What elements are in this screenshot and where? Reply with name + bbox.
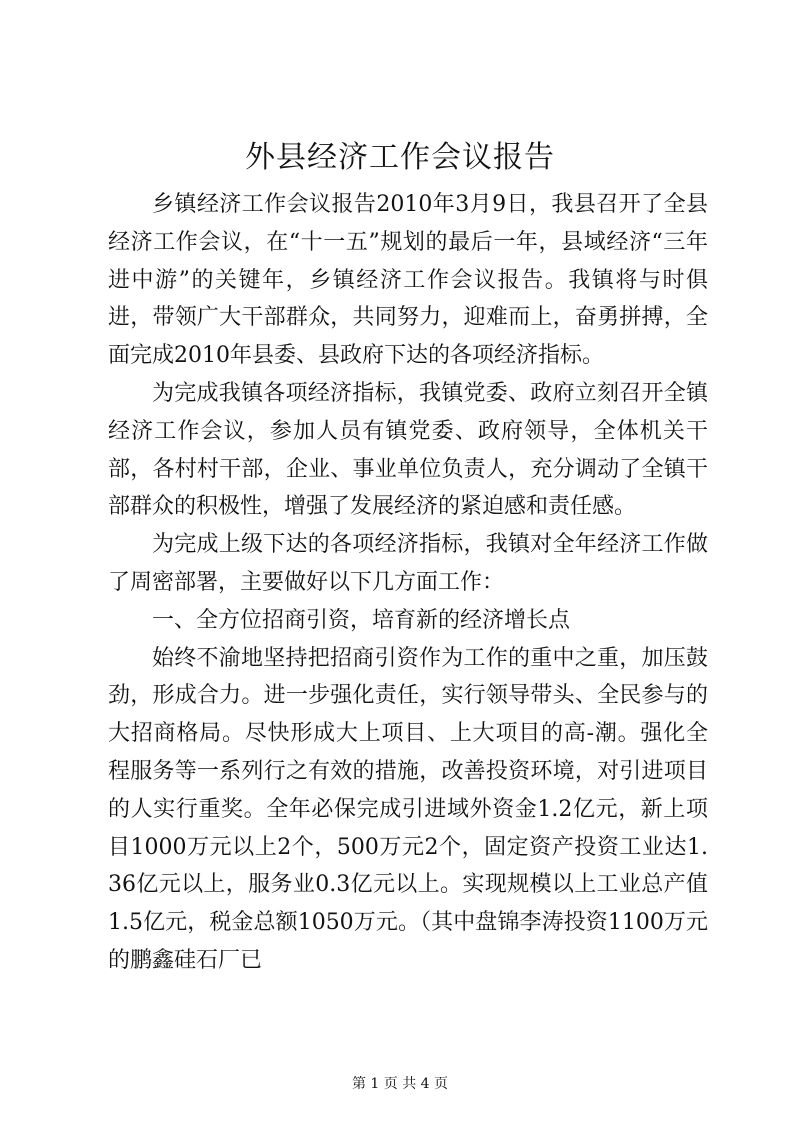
page-footer: 第 1 页 共 4 页 — [351, 1076, 449, 1092]
paragraph: 始终不渝地坚持把招商引资作为工作的重中之重，加压鼓劲，形成合力。进一步强化责任，实行领导带头、全民参与的大招商格局。尽快形成大上项目、上大项目的高-潮。强化全程服务等一系列行之有效的措施，改善投资环境，对引进项目的人实行重奖。全年必保完成引进域外资金1.2亿元，新上项目1000万元以上2个，500万元2个，固定资产投资工业达1.36亿元以上，服务业0.3亿元以上。实现规模以上工业总产值1.5亿元，税金总额1050万元。（其中盘锦李涛投资1100万元的鹏鑫硅石厂已 — [108, 645, 708, 973]
paragraph: 乡镇经济工作会议报告2010年3月9日，我县召开了全县经济工作会议，在“十一五”规划的最后一年，县域经济“三年进中游”的关键年，乡镇经济工作会议报告。我镇将与时俱进，带领广大干部群众，共同努力，迎难而上，奋勇拼搏，全面完成2010年县委、县政府下达的各项经济指标。 — [108, 192, 708, 369]
paragraph: 为完成我镇各项经济指标，我镇党委、政府立刻召开全镇经济工作会议，参加人员有镇党委、政府领导，全体机关干部，各村村干部，企业、事业单位负责人，充分调动了全镇干部群众的积极性，增强了发展经济的紧迫感和责任感。 — [108, 380, 708, 520]
section-heading: 一、全方位招商引资，培育新的经济增长点 — [152, 607, 571, 633]
document-body — [108, 186, 708, 980]
document-title: 外县经济工作会议报告 — [245, 140, 555, 175]
paragraph: 为完成上级下达的各项经济指标，我镇对全年经济工作做了周密部署，主要做好以下几方面工作： — [108, 532, 708, 595]
